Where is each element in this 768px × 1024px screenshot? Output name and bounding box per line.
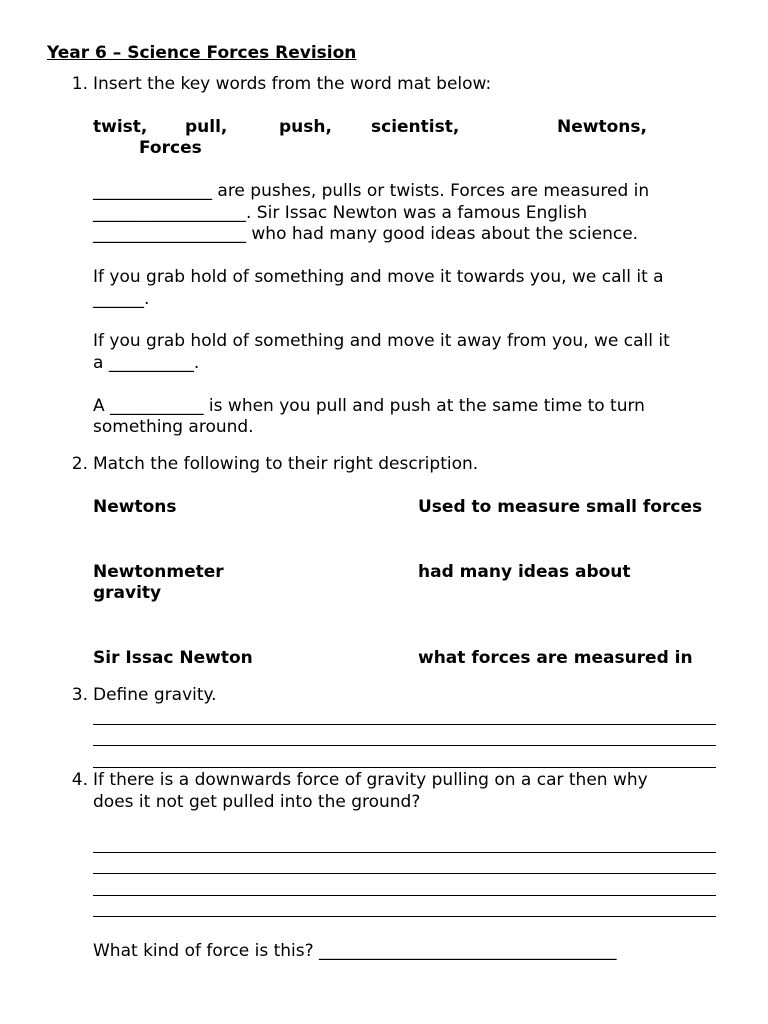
word-pull: pull,	[185, 117, 228, 137]
q1-para4-line2: something around.	[93, 417, 254, 437]
q4-answer-line[interactable]	[93, 895, 716, 896]
q1-para2-line1: If you grab hold of something and move it towards you, we call it a	[93, 267, 664, 287]
q3-answer-line[interactable]	[93, 767, 716, 768]
q1-para3-line1: If you grab hold of something and move it away from you, we call it	[93, 331, 670, 351]
word-newtons: Newtons,	[557, 117, 647, 137]
word-scientist: scientist,	[371, 117, 460, 137]
match-right-many-ideas: had many ideas about	[418, 562, 631, 582]
page-title: Year 6 – Science Forces Revision	[47, 43, 357, 63]
q3-number: 3.	[71, 685, 88, 705]
q4-prompt-line1: If there is a downwards force of gravity pulling on a car then why	[93, 770, 648, 790]
match-right-forces-measured-in: what forces are measured in	[418, 648, 693, 668]
q1-para1-line3: __________________ who had many good ideas about the science.	[93, 224, 639, 244]
q3-answer-line[interactable]	[93, 724, 716, 725]
word-twist: twist,	[93, 117, 148, 137]
q3-answer-line[interactable]	[93, 745, 716, 746]
q1-para4-line1: A ___________ is when you pull and push at the same time to turn	[93, 396, 645, 416]
word-push: push,	[279, 117, 332, 137]
q4-answer-line[interactable]	[93, 916, 716, 917]
q4-answer-line[interactable]	[93, 873, 716, 874]
q4-prompt-line2: does it not get pulled into the ground?	[93, 792, 421, 812]
q4-number: 4.	[71, 770, 88, 790]
match-left-newtonmeter: Newtonmeter	[93, 562, 224, 582]
q1-para1-line2: __________________. Sir Issac Newton was a famous English	[93, 203, 588, 223]
q3-prompt: Define gravity.	[93, 685, 217, 705]
q2-prompt: Match the following to their right description.	[93, 454, 479, 474]
match-left-sir-issac-newton: Sir Issac Newton	[93, 648, 253, 668]
match-right-measure-small-forces: Used to measure small forces	[418, 497, 703, 517]
q2-number: 2.	[71, 454, 88, 474]
q1-para3-line2: a __________.	[93, 353, 200, 373]
word-forces: Forces	[139, 138, 202, 158]
q4-followup: What kind of force is this? ___________________________________	[93, 941, 617, 961]
q1-number: 1.	[71, 74, 88, 94]
q1-para1-line1: ______________ are pushes, pulls or twists. Forces are measured in	[93, 181, 650, 201]
match-gravity: gravity	[93, 583, 162, 603]
q1-prompt: Insert the key words from the word mat below:	[93, 74, 492, 94]
match-left-newtons: Newtons	[93, 497, 177, 517]
q4-answer-line[interactable]	[93, 852, 716, 853]
q1-para2-line2: ______.	[93, 289, 150, 309]
